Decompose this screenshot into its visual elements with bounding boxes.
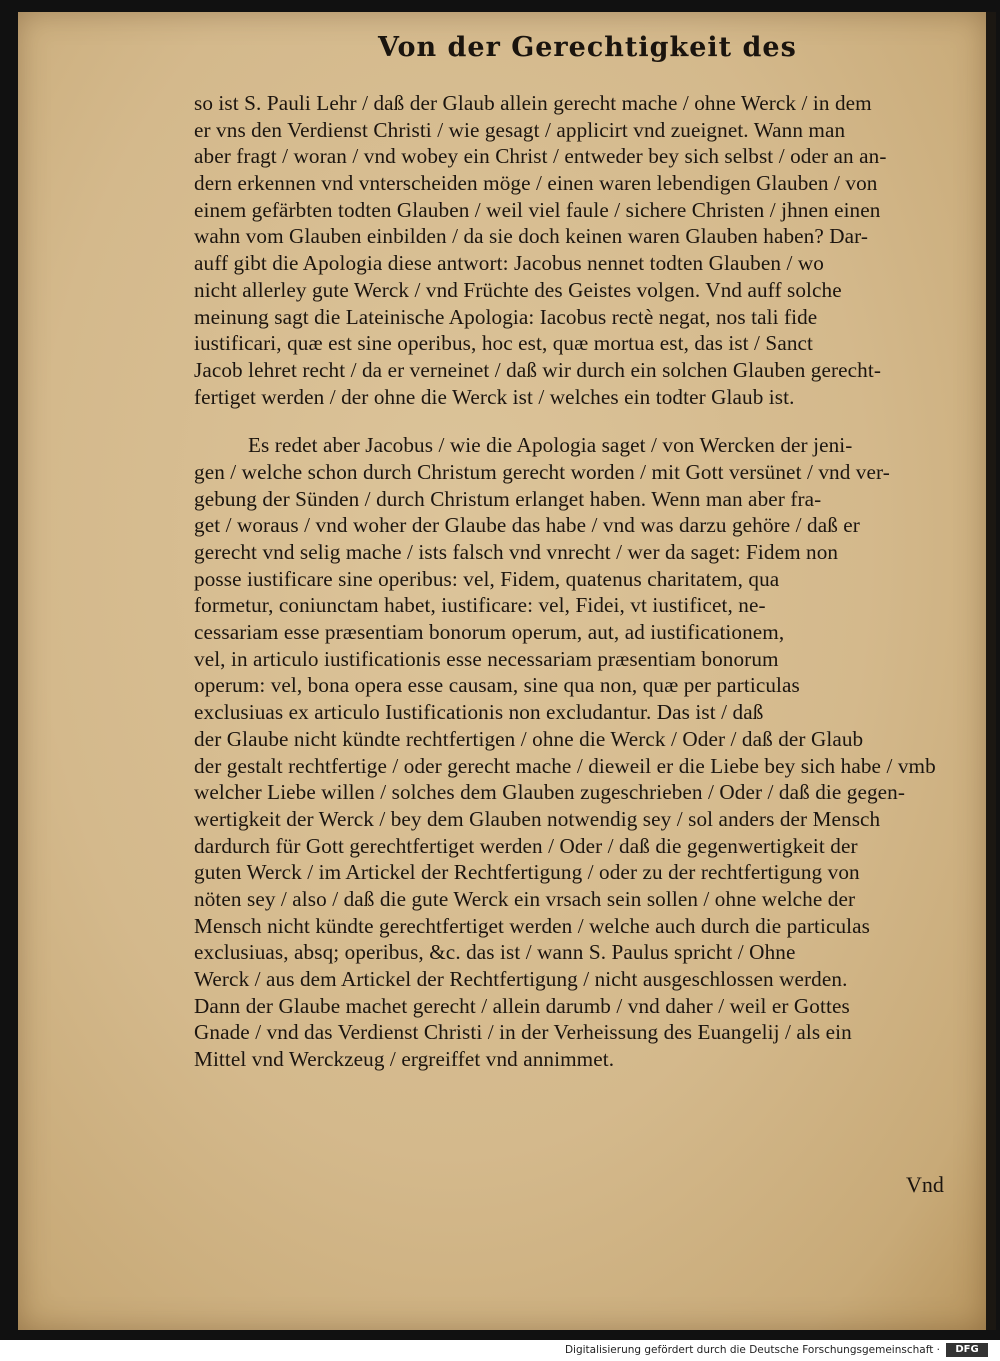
- text-line: gebung der Sünden / durch Christum erlanget haben. Wenn man aber fra-: [194, 486, 822, 511]
- paragraph-1: [194, 90, 954, 410]
- text-line: Mensch nicht kündte gerechtfertiget werden / welche auch durch die particulas: [194, 913, 871, 938]
- text-line: so ist S. Pauli Lehr / daß der Glaub allein gerecht mache / ohne Werck / in dem: [194, 91, 872, 115]
- text-line: nicht allerley gute Werck / vnd Früchte des Geistes volgen. Vnd auff solche: [194, 277, 842, 302]
- text-line: exclusiuas, absq; operibus, &c. das ist / wann S. Paulus spricht / Ohne: [194, 940, 796, 965]
- text-line: iustificari, quæ est sine operibus, hoc est, quæ mortua est, das ist / Sanct: [194, 331, 814, 356]
- text-line: dardurch für Gott gerechtfertiget werden / Oder / daß die gegenwertigkeit der: [194, 833, 858, 858]
- text-block: [194, 90, 954, 1073]
- text-line: get / woraus / vnd woher der Glaube das habe / vnd was darzu gehöre / daß er: [194, 513, 860, 538]
- text-line: exclusiuas ex articulo Iustificationis non excludantur. Das ist / daß: [194, 700, 764, 725]
- text-line: nöten sey / also / daß die gute Werck ein vrsach sein sollen / ohne welche der: [194, 886, 856, 911]
- footer-credit: Digitalisierung gefördert durch die Deutsche Forschungsgemeinschaft ·: [564, 1344, 940, 1356]
- text-line: posse iustificare sine operibus: vel, Fidem, quatenus charitatem, qua: [194, 566, 780, 591]
- text-line: cessariam esse præsentiam bonorum operum, aut, ad iustificationem,: [194, 620, 785, 645]
- text-line: Es redet aber Jacobus / wie die Apologia saget / von Wercken der jeni-: [248, 433, 853, 458]
- paragraph-gap: [194, 410, 954, 432]
- dfg-logo-icon: DFG: [946, 1343, 988, 1357]
- text-line: fertiget werden / der ohne die Werck ist / welches ein todter Glaub ist.: [194, 384, 795, 409]
- book-page: [18, 12, 996, 1330]
- text-line: gerecht vnd selig mache / ists falsch vnd vnrecht / wer da saget: Fidem non: [194, 540, 839, 564]
- text-line: welcher Liebe willen / solches dem Glauben zugeschrieben / Oder / daß die gegen-: [194, 780, 906, 805]
- text-line: der Glaube nicht kündte rechtfertigen / ohne die Werck / Oder / daß der Glaub: [194, 726, 864, 751]
- text-line: operum: vel, bona opera esse causam, sine qua non, quæ per particulas: [194, 673, 800, 698]
- text-line: aber fragt / woran / vnd wobey ein Christ / entweder bey sich selbst / oder an an-: [194, 144, 887, 169]
- text-line: er vns den Verdienst Christi / wie gesagt / applicirt vnd zueignet. Wann man: [194, 117, 846, 142]
- text-line: formetur, coniunctam habet, iustificare: vel, Fidei, vt iustificet, ne-: [194, 593, 766, 618]
- text-line: dern erkennen vnd vnterscheiden möge / einen waren lebendigen Glauben / von: [194, 171, 878, 196]
- text-line: vel, in articulo iustificationis esse necessariam præsentiam bonorum: [194, 646, 779, 671]
- text-line: auff gibt die Apologia diese antwort: Jacobus nennet todten Glauben / wo: [194, 251, 824, 276]
- text-line: Werck / aus dem Artickel der Rechtfertigung / nicht ausgeschlossen werden.: [194, 967, 848, 991]
- running-head: Von der Gerechtigkeit des: [378, 32, 797, 63]
- text-line: guten Werck / im Artickel der Rechtfertigung / oder zu der rechtfertigung von: [194, 860, 860, 885]
- text-line: meinung sagt die Lateinische Apologia: Iacobus rectè negat, nos tali fide: [194, 304, 818, 329]
- text-line: Jacob lehret recht / da er verneinet / daß wir durch ein solchen Glauben gerecht-: [194, 357, 881, 382]
- text-line: der gestalt rechtfertige / oder gerecht mache / dieweil er die Liebe bey sich habe / vmb: [194, 753, 936, 778]
- text-line: wahn vom Glauben einbilden / da sie doch keinen waren Glauben haben? Dar-: [194, 224, 869, 249]
- paragraph-2: [194, 432, 954, 1073]
- footer-bar: [0, 1340, 1000, 1361]
- catchword: Vnd: [906, 1172, 944, 1197]
- text-line: gen / welche schon durch Christum gerecht worden / mit Gott versünet / vnd ver-: [194, 459, 890, 484]
- text-line: wertigkeit der Werck / bey dem Glauben notwendig sey / sol anders der Mensch: [194, 806, 881, 831]
- text-line: einem gefärbten todten Glauben / weil viel faule / sichere Christen / jhnen einen: [194, 197, 881, 222]
- text-line: Dann der Glaube machet gerecht / allein darumb / vnd daher / weil er Gottes: [194, 993, 850, 1018]
- text-line: Mittel vnd Werckzeug / ergreiffet vnd annimmet.: [194, 1047, 615, 1072]
- text-line: Gnade / vnd das Verdienst Christi / in der Verheissung des Euangelij / als ein: [194, 1020, 852, 1045]
